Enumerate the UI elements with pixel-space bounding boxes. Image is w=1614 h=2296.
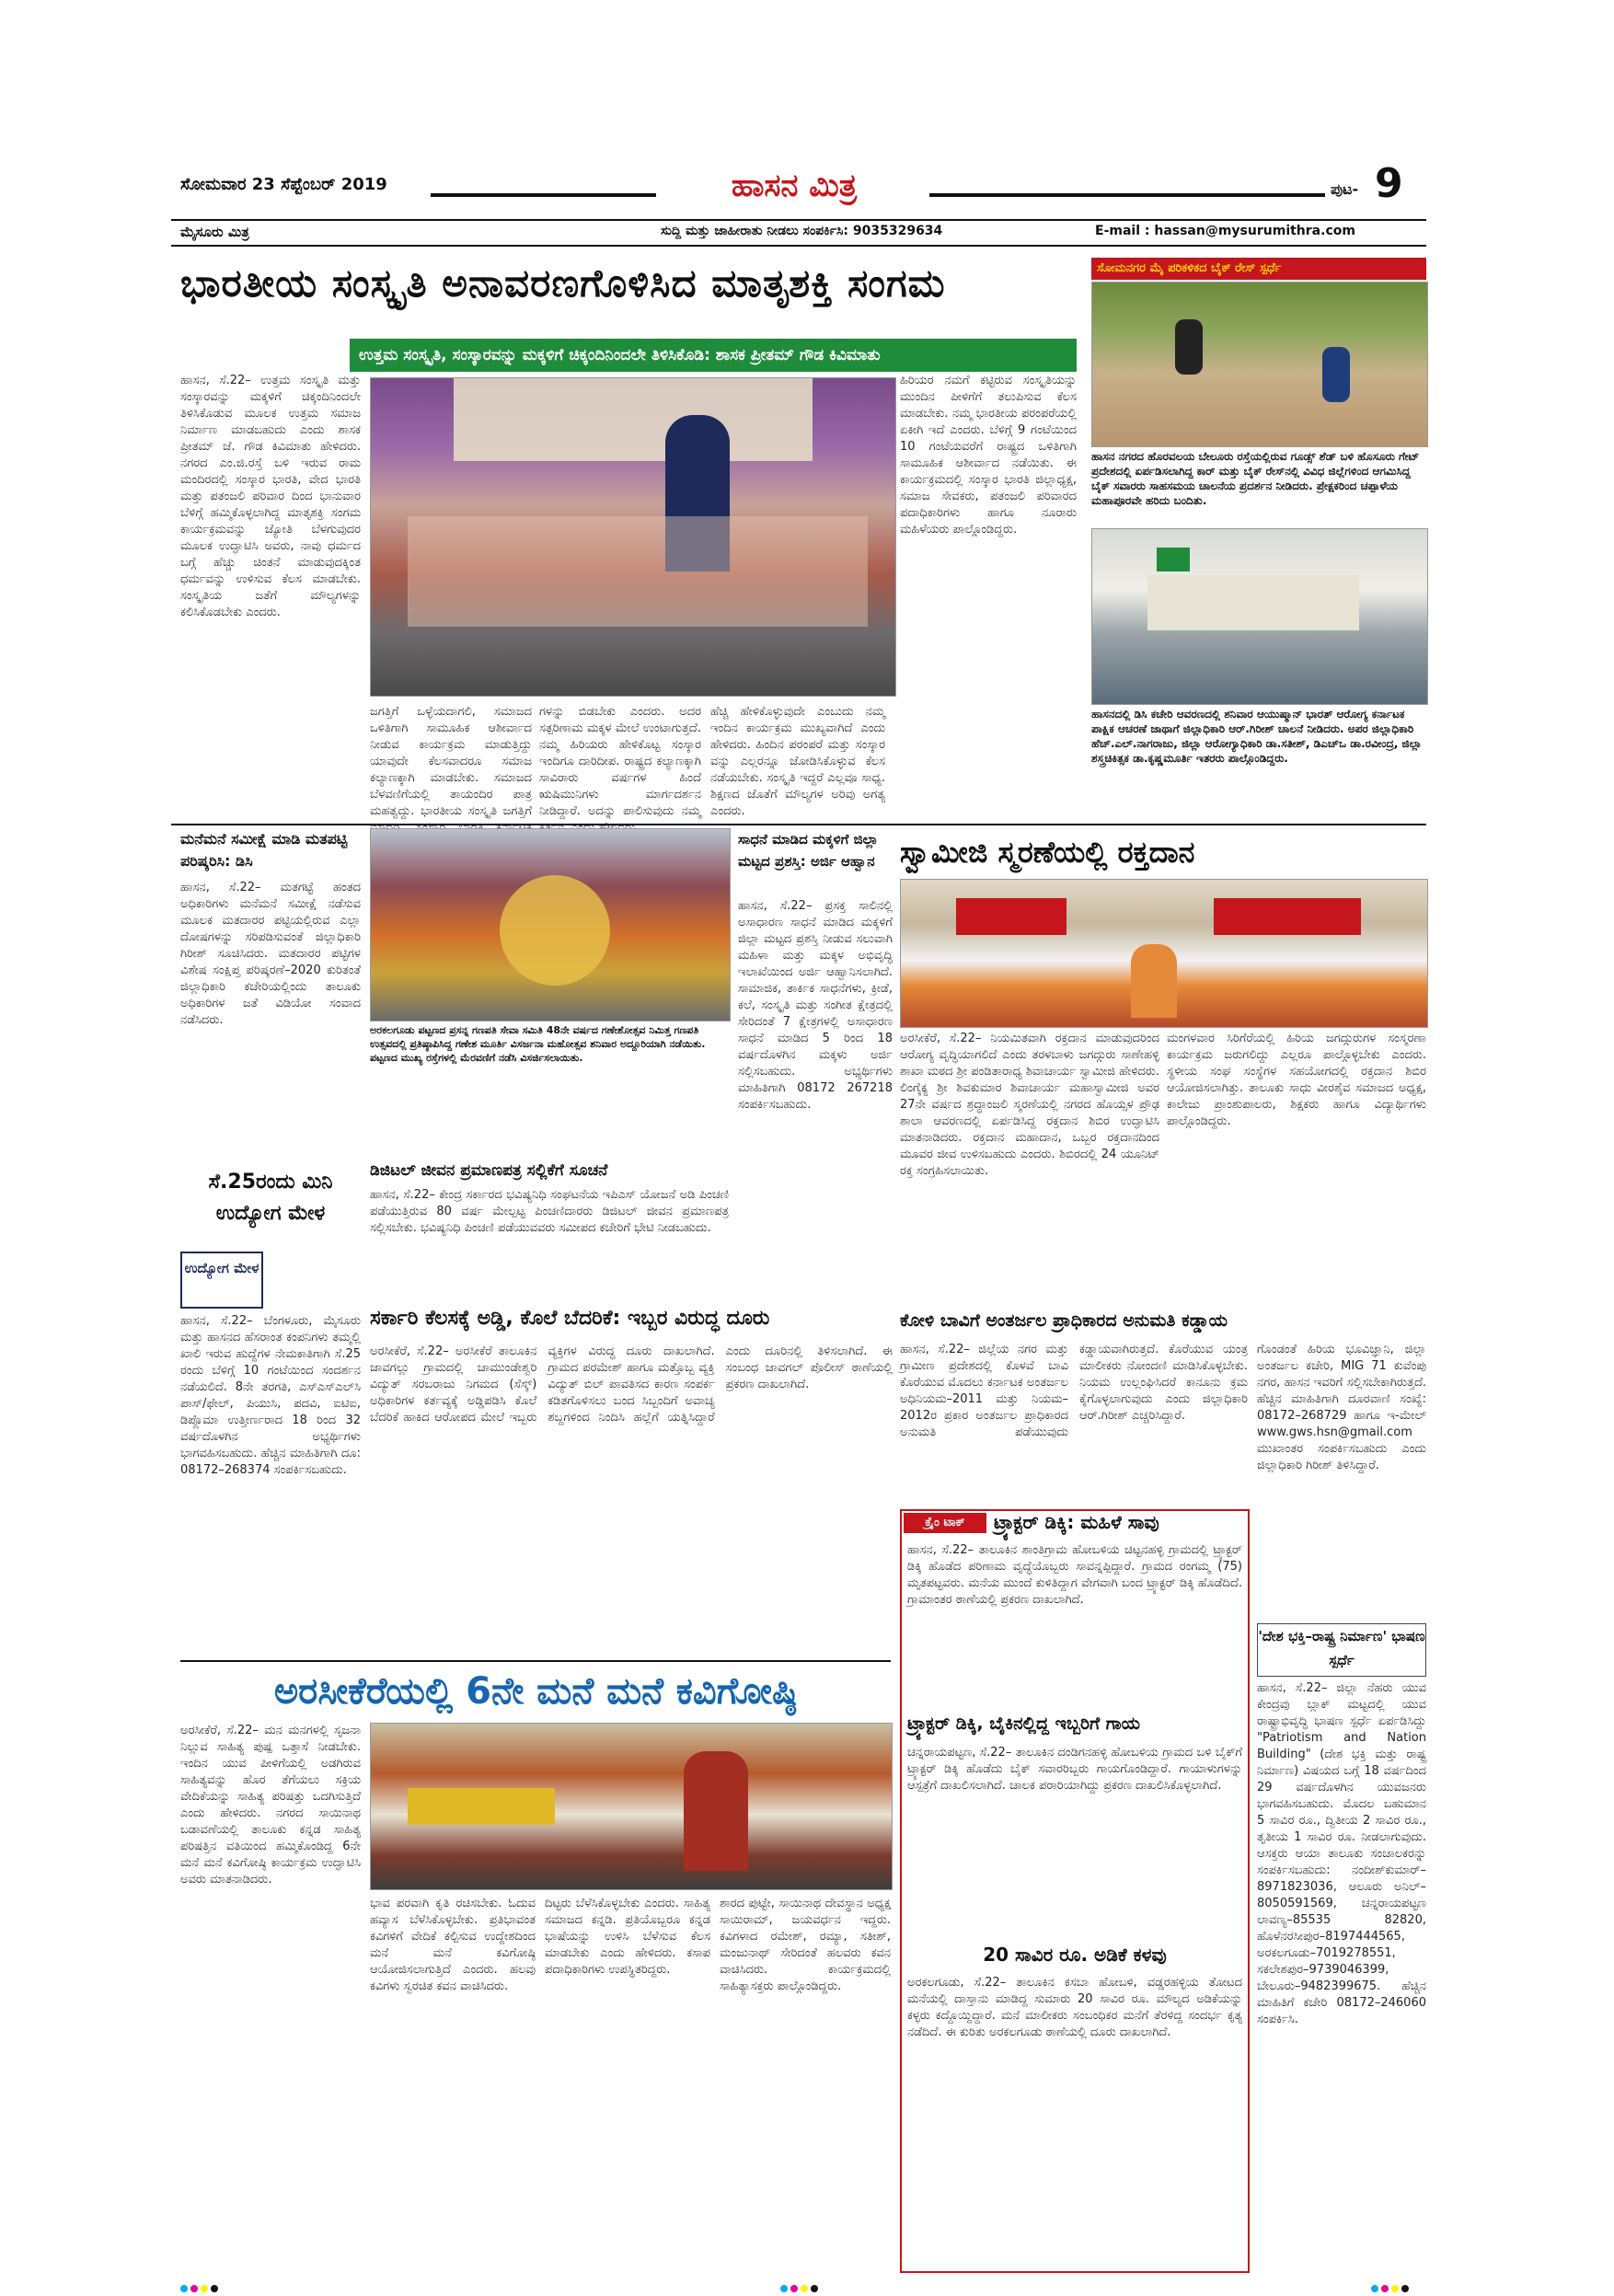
poetry-col-2: ಭಾವ ಪರವಾಗಿ ಕೃತಿ ರಚಿಸಬೇಕು. ಓದುವ ಹವ್ಯಾಸ ಬೆಳೆಸಿಕೊಳ್ಳಬೇಕು. ಪ್ರತಿಭಾವಂತ ಕವಿಗಳಿಗೆ ವೇದಿಕೆ ಕಲ್ಪಿಸುವ ಉದ್ದೇಶದಿಂದ ಮನೆ ಮನೆ ಕವಿಗೋಷ್ಠಿ ಆಯೋಜಿಸಲಾಗುತ್ತಿದೆ ಎಂದರು. ಹಲವು ಕವಿಗಳು ಸ್ವರಚಿತ ಕವನ ವಾಚಿಸಿದರು. [370,1897,536,1993]
ganesh-caption: ಅರಕಲಗೂಡು ಪಟ್ಟಣದ ಪ್ರಸನ್ನ ಗಣಪತಿ ಸೇವಾ ಸಮಿತಿ 48ನೇ ವರ್ಷದ ಗಣೇಶೋತ್ಸವ ನಿಮಿತ್ತ ಗಣಪತಿ ಉತ್ಸವದಲ್ಲಿ ಪ್ರತಿಷ್ಠಾಪಿಸಿದ್ದ ಗಣೇಶ ಮೂರ್ತಿ ವಿಸರ್ಜನಾ ಮಹೋತ್ಸವ ಶನಿವಾರ ಅದ್ದೂರಿಯಾಗಿ ನಡೆಯಿತು. ಪಟ್ಟಣದ ಮುಖ್ಯ ರಸ್ತೆಗಳಲ್ಲಿ ಮೆರವಣಿಗೆ ನಡೆಸಿ ವಿಸರ್ಜಿಸಲಾಯಿತು. [370,1024,706,1064]
crime-headline-1: ಟ್ರ್ಯಾಕ್ಟರ್ ಡಿಕ್ಕಿ: ಮಹಿಳೆ ಸಾವು [994,1511,1159,1533]
page-label: ಪುಟ- [1331,180,1359,198]
lead-photo [370,377,896,697]
job-headline: ಸೆ.25ರಂದು ಮಿನಿ ಉದ್ಯೋಗ ಮೇಳ [208,1171,333,1225]
lead-col-1: ಹಾಸನ, ಸೆ.22– ಉತ್ತಮ ಸಂಸ್ಕೃತಿ ಮತ್ತು ಸಂಸ್ಕಾರವನ್ನು ಮಕ್ಕಳಿಗೆ ಚಿಕ್ಕಂದಿನಿಂದಲೇ ತಿಳಿಸಿಕೊಡುವ ಮೂಲಕ ಉತ್ತಮ ಸಮಾಜ ನಿರ್ಮಾಣ ಮಾಡಬಹುದು ಎಂದು ಶಾಸಕ ಪ್ರೀತಮ್ ಜೆ. ಗೌಡ ಕಿವಿಮಾತು ಹೇಳಿದರು. ನಗರದ ಎಂ.ಜಿ.ರಸ್ತೆ ಬಳಿ ಇರುವ ರಾಮ ಮಂದಿರದಲ್ಲಿ ಸಂಸ್ಕಾರ ಭಾರತಿ, ವೇದ ಭಾರತಿ ಮತ್ತು ಪತಂಜಲಿ ಪರಿವಾರ ದಿಂದ ಭಾನುವಾರ ಬೆಳಿಗ್ಗೆ ಹಮ್ಮಿಕೊಳ್ಳಲಾಗಿದ್ದ ಮಾತೃಶಕ್ತಿ ಸಂಗಮ ಕಾರ್ಯಕ್ರಮವನ್ನು ಜ್ಯೋತಿ ಬೆಳಗುವುದರ ಮೂಲಕ ಉದ್ಘಾಟಿಸಿ ಅವರು, ನಾವು ಧರ್ಮದ ಬಗ್ಗೆ ಹೆಚ್ಚು ಚಿಂತನೆ ಮಾಡುವುದಕ್ಕಿಂತ ಧರ್ಮವನ್ನು ಉಳಿಸುವ ಕೆಲಸ ಮಾಡಬೇಕು. ಸಂಸ್ಕೃತಿಯ ಜತೆಗೆ ಮೌಲ್ಯಗಳನ್ನು ಕಲಿಸಿಕೊಡಬೇಕು ಎಂದರು. [180,374,361,619]
crime-tag: ಕ್ರೈಂ ಟಾಕ್ [904,1513,986,1533]
lead-col-3: ಗಳನ್ನು ಬಿಡಬೇಕು ಎಂದರು. ಅದರ ಸತ್ಪರಿಣಾಮ ಮಕ್ಕಳ ಮೇಲೆ ಉಂಟಾಗುತ್ತದೆ. ನಮ್ಮ ಹಿರಿಯರು ಹೇಳಿಕೊಟ್ಟ ಸಂಸ್ಕಾರ ಇಂದಿಗೂ ದಾರಿದೀಪ. ರಾಷ್ಟ್ರದ ಕಲ್ಯಾಣಕ್ಕಾಗಿ ಸಾವಿರಾರು ವರ್ಷಗಳ ಹಿಂದೆ ಋಷಿಮುನಿಗಳು ಮಾರ್ಗದರ್ಶನ ನೀಡಿದ್ದಾರೆ. ಅದನ್ನು ಪಾಲಿಸುವುದು ನಮ್ಮ [539,705,701,818]
well-body-2: ಗೊಂಡಂತೆ ಹಿರಿಯ ಭೂವಿಜ್ಞಾನಿ, ಜಿಲ್ಲಾ ಅಂತರ್ಜಲ ಕಚೇರಿ, MIG 71 ಕುವೆಂಪು ನಗರ, ಹಾಸನ ಇವರಿಗೆ ಸಲ್ಲಿಸಬೇಕಾಗಿರುತ್ತದೆ. ಹೆಚ್ಚಿನ ಮಾಹಿತಿಗಾಗಿ ದೂರವಾಣಿ ಸಂಖ್ಯೆ: 08172–268729 ಹಾಗೂ ಇ-ಮೇಲ್ www.gws.hsn@gmail.com ಮುಖಾಂತರ ಸಂಪರ್ಕಿಸಬಹುದು ಎಂದು ಜಿಲ್ಲಾಧಿಕಾರಿ ಗಿರೀಶ್ ತಿಳಿಸಿದ್ದಾರೆ. [1257,1343,1426,1472]
door-body: ಹಾಸನ, ಸೆ.22– ಮತಗಟ್ಟೆ ಹಂತದ ಅಧಿಕಾರಿಗಳು ಮನೆಮನೆ ಸಮೀಕ್ಷೆ ನಡೆಸುವ ಮೂಲಕ ಮತದಾರರ ಪಟ್ಟಿಯಲ್ಲಿರುವ ಎಲ್ಲಾ ದೋಷಗಳನ್ನು ಸರಿಪಡಿಸುವಂತೆ ಜಿಲ್ಲಾಧಿಕಾರಿ ಗಿರೀಶ್ ಸೂಚಿಸಿದರು. ಮತದಾರರ ಪಟ್ಟಿಗಳ ವಿಶೇಷ ಸಂಕ್ಷಿಪ್ತ ಪರಿಷ್ಕರಣೆ–2020 ಕುರಿತಂತೆ ಜಿಲ್ಲಾಧಿಕಾರಿ ಕಚೇರಿಯಲ್ಲಿಂದು ತಾಲೂಕು ಅಧಿಕಾರಿಗಳ ಜತೆ ವಿಡಿಯೋ ಸಂವಾದ ನಡೆಸಿದರು. [180,881,361,1027]
poetry-col-4: ಶಾರದ ಪುಟ್ಟೇ, ಸಾಯಿನಾಥ ದೇವಸ್ಥಾನ ಅಧ್ಯಕ್ಷ ಸಾಯಿರಾಮ್, ಜಯವರ್ಧನ ಇದ್ದರು. ಕವಿಗಳಾದ ರಮೇಶ್, ರಮ್ಯಾ, ಸತೀಶ್, ಮಂಜುನಾಥ್ ಸೇರಿದಂತೆ ಹಲವರು ಕವನ ವಾಚಿಸಿದರು. ಕಾರ್ಯಕ್ರಮದಲ್ಲಿ ಸಾಹಿತ್ಯಾಸಕ್ತರು ಪಾಲ್ಗೊಂಡಿದ್ದರು. [720,1897,891,1993]
competition-headline: ಸಾಧನೆ ಮಾಡಿದ ಮಕ್ಕಳಿಗೆ ಜಿಲ್ಲಾ ಮಟ್ಟದ ಪ್ರಶಸ್ತಿ: ಅರ್ಜಿ ಆಹ್ವಾನ [738,831,879,870]
poetry-photo [370,1723,893,1890]
job-body: ಹಾಸನ, ಸೆ.22– ಬೆಂಗಳೂರು, ಮೈಸೂರು ಮತ್ತು ಹಾಸನದ ಹೆಸರಾಂತ ಕಂಪನಿಗಳು ತಮ್ಮಲ್ಲಿ ಖಾಲಿ ಇರುವ ಹುದ್ದೆಗಳ ನೇಮಕಾತಿಗಾಗಿ ಸೆ.25 ರಂದು ಬೆಳಿಗ್ಗೆ 10 ಗಂಟೆಯಿಂದ ಸಂದರ್ಶನ ನಡೆಯಲಿದೆ. 8ನೇ ತರಗತಿ, ಎಸ್ಎಸ್ಎಲ್‌ಸಿ ಪಾಸ್/ಫೇಲ್, ಪಿಯುಸಿ, ಪದವಿ, ಐಟಿಐ, ಡಿಪ್ಲೊಮಾ ಉತ್ತೀರ್ಣರಾದ 18 ರಿಂದ 32 ವರ್ಷದೊಳಗಿನ ಅಭ್ಯರ್ಥಿಗಳು ಭಾಗವಹಿಸಬಹುದು. ಹೆಚ್ಚಿನ ಮಾಹಿತಿಗಾಗಿ ದೂ: 08172–268374 ಸಂಪರ್ಕಿಸಬಹುದು. [180,1314,361,1477]
lead-headline: ಭಾರತೀಯ ಸಂಸ್ಕೃತಿ ಅನಾವರಣಗೊಳಿಸಿದ ಮಾತೃಶಕ್ತಿ ಸಂಗಮ [180,260,946,306]
job-badge: ಉದ್ಯೋಗ ಮೇಳ [180,1252,263,1309]
page-number: 9 [1375,160,1403,207]
crime-headline-3: 20 ಸಾವಿರ ರೂ. ಅಡಿಕೆ ಕಳವು [983,1944,1167,1966]
lead-subhead: ಉತ್ತಮ ಸಂಸ್ಕೃತಿ, ಸಂಸ್ಕಾರವನ್ನು ಮಕ್ಕಳಿಗೆ ಚಿಕ್ಕಂದಿನಿಂದಲೇ ತಿಳಿಸಿಕೊಡಿ: ಶಾಸಕ ಪ್ರೀತಮ್ ಗೌಡ ಕಿವಿಮಾತು [350,339,1077,372]
health-rally-caption: ಹಾಸನದಲ್ಲಿ ಡಿಸಿ ಕಚೇರಿ ಆವರಣದಲ್ಲಿ ಶನಿವಾರ ಆಯುಷ್ಮಾನ್ ಭಾರತ್ ಆರೋಗ್ಯ ಕರ್ನಾಟಕ ಪಾಕ್ಷಿಕ ಆಚರಣೆ ಜಾಥಾಗೆ ಜಿಲ್ಲಾಧಿಕಾರಿ ಆರ್.ಗಿರೀಶ್ ಚಾಲನೆ ನೀಡಿದರು. ಅಪರ ಜಿಲ್ಲಾಧಿಕಾರಿ ಹೆಚ್.ಎಲ್.ನಾಗರಾಜು, ಜಿಲ್ಲಾ ಆರೋಗ್ಯಾಧಿಕಾರಿ ಡಾ.ಸತೀಶ್, ಡಿಎಚ್‌ಒ ಡಾ.ರವೀಂದ್ರ, ಜಿಲ್ಲಾ ಶಸ್ತ್ರಚಿಕಿತ್ಸಕ ಡಾ.ಕೃಷ್ಣಮೂರ್ತಿ ಇತರರು ಪಾಲ್ಗೊಂಡಿದ್ದರು. [1091,708,1423,765]
registration-marks-left [180,2279,221,2296]
bikerace-tag: ಸೋಮನಗರ ಮೈ ಪರಿಕಳಿಕದ ಬೈಕ್ ರೇಸ್ ಸ್ಪರ್ಧೆ [1091,258,1426,280]
registration-marks-right [1371,2279,1412,2296]
blood-photo [900,879,1428,1028]
crime-body-1: ಹಾಸನ, ಸೆ.22– ತಾಲೂಕಿನ ಶಾಂತಿಗ್ರಾಮ ಹೋಬಳಿಯ ಚಿಟ್ಟನಹಳ್ಳಿ ಗ್ರಾಮದಲ್ಲಿ ಟ್ರ್ಯಾಕ್ಟರ್ ಡಿಕ್ಕಿ ಹೊಡೆದ ಪರಿಣಾಮ ವೃದ್ಧೆಯೊಬ್ಬರು ಸಾವನ್ನಪ್ಪಿದ್ದಾರೆ. ಗ್ರಾಮದ ರಂಗಮ್ಮ (75) ಮೃತಪಟ್ಟವರು. ಮನೆಯ ಮುಂದೆ ಕುಳಿತಿದ್ದಾಗ ವೇಗವಾಗಿ ಬಂದ ಟ್ರ್ಯಾಕ್ಟರ್ ಡಿಕ್ಕಿ ಹೊಡೆದಿದೆ. ಗ್ರಾಮಾಂತರ ಠಾಣೆಯಲ್ಲಿ ಪ್ರಕರಣ ದಾಖಲಾಗಿದೆ. [907,1543,1242,1607]
registration-marks-center [780,2279,821,2296]
poetry-col-3: ದಿಟ್ಟರು ಬೆಳೆಸಿಕೊಳ್ಳಬೇಕು ಎಂದರು. ಸಾಹಿತ್ಯ ಸಮಾಜದ ಕನ್ನಡಿ. ಪ್ರತಿಯೊಬ್ಬರೂ ಕನ್ನಡ ಭಾಷೆಯನ್ನು ಉಳಿಸಿ ಬೆಳೆಸುವ ಕೆಲಸ ಮಾಡಬೇಕು ಎಂದು ಹೇಳಿದರು. ಕಸಾಪ ಪದಾಧಿಕಾರಿಗಳು ಉಪಸ್ಥಿತರಿದ್ದರು. [545,1897,710,1977]
lead-col-2: ಜಗತ್ತಿಗೆ ಒಳ್ಳೆಯದಾಗಲಿ, ಸಮಾಜದ ಒಳಿತಿಗಾಗಿ ಸಾಮೂಹಿಕ ಆಶೀರ್ವಾದ ನೀಡುವ ಕಾರ್ಯಕ್ರಮ ಮಾಡುತ್ತಿದ್ದು ಯಾವುದೇ ಕೆಲಸವಾದರೂ ಸಮಾಜ ಕಲ್ಯಾಣಕ್ಕಾಗಿ ಮಾಡಬೇಕು. ಸಮಾಜದ ಬೆಳವಣಿಗೆಯಲ್ಲಿ ತಾಯಂದಿರ ಪಾತ್ರ ಮಹತ್ವದ್ದು. ಭಾರತೀಯ ಸಂಸ್ಕೃತಿ ಜಗತ್ತಿಗೆ [370,705,532,818]
issue-date: ಸೋಮವಾರ 23 ಸೆಪ್ಟೆಂಬರ್ 2019 [180,175,387,194]
blood-body: ಅರಸೀಕೆರೆ, ಸೆ.22– ನಿಯಮಿತವಾಗಿ ರಕ್ತದಾನ ಮಾಡುವುದರಿಂದ ಆರೋಗ್ಯ ವೃದ್ಧಿಯಾಗಲಿದೆ ಎಂದು ತರಳಬಾಳು ಜಗದ್ಗುರು ಸಾಣೇಹಳ್ಳಿ ಶಾಖಾ ಮಠದ ಶ್ರೀ ಪಂಡಿತಾರಾಧ್ಯ ಶಿವಾಚಾರ್ಯ ಸ್ವಾಮೀಜಿ ಹೇಳಿದರು. ಲಿಂಗೈಕ್ಯ ಶ್ರೀ ಶಿವಕುಮಾರ ಶಿವಾಚಾರ್ಯ ಮಹಾಸ್ವಾಮೀಜಿ ಅವರ 27ನೇ ವರ್ಷದ ಶ್ರದ್ಧಾಂಜಲಿ ಸ್ಮರಣೆಯಲ್ಲಿ ನಗರದ ಹೊಯ್ಸಳ ಪ್ರೌಢ ಶಾಲಾ ಆವರಣದಲ್ಲಿ ಏರ್ಪಡಿಸಿದ್ದ ರಕ್ತದಾನ ಶಿಬಿರ ಉದ್ಘಾಟಿಸಿ ಮಾತನಾಡಿದರು. ರಕ್ತದಾನ ಮಹಾದಾನ, ಒಬ್ಬರ ರಕ್ತದಾನದಿಂದ ಮೂವರ ಜೀವ ಉಳಿಸಬಹುದು ಎಂದರು. ಶಿಬಿರದಲ್ಲಿ 24 ಯೂನಿಟ್ ರಕ್ತ ಸಂಗ್ರಹಿಸಲಾಯಿತು. [900,1032,1159,1178]
brand-tag: ಮೈಸೂರು ಮಿತ್ರ [180,224,249,240]
crime-body-2: ಚನ್ನರಾಯಪಟ್ಟಣ, ಸೆ.22– ತಾಲೂಕಿನ ದಂಡಿಗನಹಳ್ಳಿ ಹೋಬಳಿಯ ಗ್ರಾಮದ ಬಳಿ ಬೈಕ್‌ಗೆ ಟ್ರ್ಯಾಕ್ಟರ್ ಡಿಕ್ಕಿ ಹೊಡೆದು ಬೈಕ್ ಸವಾರರಿಬ್ಬರು ಗಾಯಗೊಂಡಿದ್ದಾರೆ. ಗಾಯಾಳುಗಳನ್ನು ಆಸ್ಪತ್ರೆಗೆ ದಾಖಲಿಸಲಾಗಿದೆ. ಚಾಲಕ ಪರಾರಿಯಾಗಿದ್ದು ಪ್ರಕರಣ ದಾಖಲಿಸಿಕೊಳ್ಳಲಾಗಿದೆ. [907,1746,1242,1793]
email-line: E-mail : hassan@mysurumithra.com [1095,224,1355,238]
well-body: ಹಾಸನ, ಸೆ.22– ಜಿಲ್ಲೆಯ ನಗರ ಮತ್ತು ಗ್ರಾಮೀಣ ಪ್ರದೇಶದಲ್ಲಿ ಕೊಳವೆ ಬಾವಿ ಕೊರೆಯುವ ಮೊದಲು ಕರ್ನಾಟಕ ಅಂತರ್ಜಲ ಅಧಿನಿಯಮ–2011 ಮತ್ತು ನಿಯಮ–2012ರ ಪ್ರಕಾರ ಅಂತರ್ಜಲ ಪ್ರಾಧಿಕಾರದ ಅನುಮತಿ ಪಡೆಯುವುದು ಕಡ್ಡಾಯವಾಗಿರುತ್ತದೆ. ಕೊರೆಯುವ ಯಂತ್ರ ಮಾಲೀಕರು ನೋಂದಣಿ ಮಾಡಿಸಿಕೊಳ್ಳಬೇಕು. ನಿಯಮ ಉಲ್ಲಂಘಿಸಿದರೆ ಕಾನೂನು ಕ್ರಮ ಕೈಗೊಳ್ಳಲಾಗುವುದು ಎಂದು ಜಿಲ್ಲಾಧಿಕಾರಿ ಆರ್.ಗಿರೀಶ್ ಎಚ್ಚರಿಸಿದ್ದಾರೆ. [900,1343,1248,1439]
blood-body-2: ಮಂಗಳವಾರ ಸಿರಿಗೆರೆಯಲ್ಲಿ ಹಿರಿಯ ಜಗದ್ಗುರುಗಳ ಸಂಸ್ಮರಣಾ ಕಾರ್ಯಕ್ರಮ ಜರುಗಲಿದ್ದು ಎಲ್ಲರೂ ಪಾಲ್ಗೊಳ್ಳಬೇಕು ಎಂದರು. ಸ್ಥಳೀಯ ಸಂಘ ಸಂಸ್ಥೆಗಳ ಸಹಯೋಗದಲ್ಲಿ ರಕ್ತದಾನ ಶಿಬಿರ ಆಯೋಜಿಸಲಾಗಿತ್ತು. ತಾಲೂಕು ಸಾಧು ವೀರಶೈವ ಸಮಾಜದ ಅಧ್ಯಕ್ಷ, ಕಾಲೇಜು ಪ್ರಾಂಶುಪಾಲರು, ಶಿಕ್ಷಕರು ಹಾಗೂ ವಿದ್ಯಾರ್ಥಿಗಳು ಪಾಲ್ಗೊಂಡಿದ್ದರು. [1167,1032,1426,1128]
ganesh-photo [370,828,731,1021]
govt-headline: ಸರ್ಕಾರಿ ಕೆಲಸಕ್ಕೆ ಅಡ್ಡಿ, ಕೊಲೆ ಬೆದರಿಕೆ: ಇಬ್ಬರ ವಿರುದ್ಧ ದೂರು [370,1307,770,1330]
bikerace-photo [1091,282,1428,447]
well-headline: ಕೋಳಿ ಬಾವಿಗೆ ಅಂತರ್ಜಲ ಪ್ರಾಧಿಕಾರದ ಅನುಮತಿ ಕಡ್ಡಾಯ [900,1310,1228,1331]
crime-body-3: ಅರಕಲಗೂಡು, ಸೆ.22– ತಾಲೂಕಿನ ಕಸಬಾ ಹೋಬಳಿ, ವಡ್ಡರಹಳ್ಳಿಯ ತೋಟದ ಮನೆಯಲ್ಲಿ ದಾಸ್ತಾನು ಮಾಡಿದ್ದ ಸುಮಾರು 20 ಸಾವಿರ ರೂ. ಮೌಲ್ಯದ ಅಡಿಕೆಯನ್ನು ಕಳ್ಳರು ಕದ್ದೊಯ್ದಿದ್ದಾರೆ. ಮನೆ ಮಾಲೀಕರು ಸಂಬಂಧಿಕರ ಮನೆಗೆ ತೆರಳಿದ್ದ ಸಂದರ್ಭ ಕೃತ್ಯ ನಡೆದಿದೆ. ಈ ಕುರಿತು ಅರಕಲಗೂಡು ಠಾಣೆಯಲ್ಲಿ ದೂರು ದಾಖಲಾಗಿದೆ. [907,1976,1242,2039]
digital-body: ಹಾಸನ, ಸೆ.22– ಕೇಂದ್ರ ಸರ್ಕಾರದ ಭವಿಷ್ಯನಿಧಿ ಸಂಘಟನೆಯ ಇಪಿಎಸ್ ಯೋಜನೆ ಅಡಿ ಪಿಂಚಣಿ ಪಡೆಯುತ್ತಿರುವ 80 ವರ್ಷ ಮೇಲ್ಪಟ್ಟ ಪಿಂಚಣಿದಾರರು ಡಿಜಿಟಲ್ ಜೀವನ ಪ್ರಮಾಣಪತ್ರ ಸಲ್ಲಿಸಬೇಕು. ಭವಿಷ್ಯನಿಧಿ ಪಿಂಚಣಿ ಪಡೆಯುವವರು ಸಮೀಪದ ಕಚೇರಿಗೆ ಭೇಟಿ ನೀಡಬಹುದು. [370,1188,729,1235]
poetry-col-1: ಅರಸೀಕೆರೆ, ಸೆ.22– ಮನ ಮನಗಳಲ್ಲಿ ಸೃಜನಾ ನಿಲ್ಲುವ ಸಾಹಿತ್ಯ ಪುಷ್ಪ ಒತ್ತಾಸೆ ನೀಡಬೇಕು. ಇಂದಿನ ಯುವ ಪೀಳಿಗೆಯಲ್ಲಿ ಅಡಗಿರುವ ಸಾಹಿತ್ಯವನ್ನು ಹೊರ ತೆಗೆಯಲು ಸಕ್ರಿಯ ವೇದಿಕೆಯನ್ನು ಸಾಹಿತ್ಯ ಪರಿಷತ್ತು ಒದಗಿಸುತ್ತಿದೆ ಎಂದು ಹೇಳಿದರು. ನಗರದ ಸಾಯಿನಾಥ ಬಡಾವಣೆಯಲ್ಲಿ ತಾಲೂಕು ಕನ್ನಡ ಸಾಹಿತ್ಯ ಪರಿಷತ್ತಿನ ವತಿಯಿಂದ ಹಮ್ಮಿಕೊಂಡಿದ್ದ 6ನೇ ಮನೆ ಮನೆ ಕವಿಗೋಷ್ಠಿ ಕಾರ್ಯಕ್ರಮ ಉದ್ಘಾಟಿಸಿ ಅವರು ಮಾತನಾಡಿದರು. [180,1724,361,1886]
contact-line: ಸುದ್ದಿ ಮತ್ತು ಜಾಹೀರಾತು ನೀಡಲು ಸಂಪರ್ಕಿಸಿ: 9035329634 [661,224,943,238]
competition-body: ಹಾಸನ, ಸೆ.22– ಪ್ರಸಕ್ತ ಸಾಲಿನಲ್ಲಿ ಅಸಾಧಾರಣ ಸಾಧನೆ ಮಾಡಿದ ಮಕ್ಕಳಿಗೆ ಜಿಲ್ಲಾ ಮಟ್ಟದ ಪ್ರಶಸ್ತಿ ನೀಡುವ ಸಲುವಾಗಿ ಮಹಿಳಾ ಮತ್ತು ಮಕ್ಕಳ ಅಭಿವೃದ್ಧಿ ಇಲಾಖೆಯಿಂದ ಅರ್ಜಿ ಆಹ್ವಾನಿಸಲಾಗಿದೆ. ಸಾಮಾಜಿಕ, ತಾರ್ಕಿಕ ಸಾಧನೆಗಳು, ಕ್ರೀಡೆ, ಕಲೆ, ಸಂಸ್ಕೃತಿ ಮತ್ತು ಸಂಗೀತ ಕ್ಷೇತ್ರದಲ್ಲಿ ಸೇರಿದಂತೆ 7 ಕ್ಷೇತ್ರಗಳಲ್ಲಿ ಅಸಾಧಾರಣ ಸಾಧನೆ ಮಾಡಿದ 5 ರಿಂದ 18 ವರ್ಷದೊಳಗಿನ ಮಕ್ಕಳು ಅರ್ಜಿ ಸಲ್ಲಿಸಬಹುದು. ಅಭ್ಯರ್ಥಿಗಳು ಮಾಹಿತಿಗಾಗಿ 08172 267218 ಸಂಪರ್ಕಿಸಬಹುದು. [738,899,893,1112]
crime-headline-2: ಟ್ರ್ಯಾಕ್ಟರ್ ಡಿಕ್ಕಿ, ಬೈಕಿನಲ್ಲಿದ್ದ ಇಬ್ಬರಿಗೆ ಗಾಯ [907,1713,1141,1734]
speech-body: ಹಾಸನ, ಸೆ.22– ಜಿಲ್ಲಾ ನೆಹರು ಯುವ ಕೇಂದ್ರವು ಬ್ಲಾಕ್ ಮಟ್ಟದಲ್ಲಿ ಯುವ ರಾಷ್ಟ್ರಾಭಿವೃದ್ಧಿ ಭಾಷಣ ಸ್ಪರ್ಧೆ ಏರ್ಪಡಿಸಿದ್ದು "Patriotism and Nation Building" (ದೇಶ ಭಕ್ತಿ ಮತ್ತು ರಾಷ್ಟ್ರ ನಿರ್ಮಾಣ) ವಿಷಯದ ಬಗ್ಗೆ 18 ವರ್ಷದಿಂದ 29 ವರ್ಷದೊಳಗಿನ ಯುವಜನರು ಭಾಗವಹಿಸಬಹುದು. ಮೊದಲ ಬಹುಮಾನ 5 ಸಾವಿರ ರೂ., ದ್ವಿತೀಯ 2 ಸಾವಿರ ರೂ., ತೃತೀಯ 1 ಸಾವಿರ ರೂ. ನೀಡಲಾಗುವುದು. ಆಸಕ್ತರು ಆಯಾ ತಾಲೂಕು ಸಂಚಾಲಕರನ್ನು ಸಂಪರ್ಕಿಸಬಹುದು: ನಂದೀಶ್‌ಕುಮಾರ್–8971823036, ಆಲೂರು ಅನಿಲ್–8050591569, ಚನ್ನರಾಯಪಟ್ಟಣ ಲಾವಣ್ಯ–85535 82820, ಹೊಳೆನರಸೀಪುರ–8197444565, ಅರಕಲಗೂಡು–7019278551, ಸಕಲೇಶಪುರ–9739046399, ಬೇಲೂರು–9482399675. ಹೆಚ್ಚಿನ ಮಾಹಿತಿಗೆ ಕಚೇರಿ 08172–246060 ಸಂಪರ್ಕಿಸಿ. [1257,1681,1426,2026]
bikerace-caption: ಹಾಸನ ನಗರದ ಹೊರವಲಯ ಬೇಲೂರು ರಸ್ತೆಯಲ್ಲಿರುವ ಗೂಡ್ಸ್ ಶೆಡ್ ಬಳಿ ಹೊಸೂರು ಗೇಟ್ ಪ್ರದೇಶದಲ್ಲಿ ಏರ್ಪಡಿಸಲಾಗಿದ್ದ ಕಾರ್ ಮತ್ತು ಬೈಕ್ ರೇಸ್‌ನಲ್ಲಿ ವಿವಿಧ ಜಿಲ್ಲೆಗಳಿಂದ ಆಗಮಿಸಿದ್ದ ಬೈಕ್ ಸವಾರರು ಸಾಹಸಮಯ ಚಾಲನೆಯ ಪ್ರದರ್ಶನ ನೀಡಿದರು. ಪ್ರೇಕ್ಷಕರಿಂದ ಚಪ್ಪಾಳೆಯ ಮಹಾಪೂರವೇ ಹರಿದು ಬಂದಿತು. [1091,450,1420,507]
govt-body: ಅರಸೀಕೆರೆ, ಸೆ.22– ಅರಸೀಕೆರೆ ತಾಲೂಕಿನ ಜಾವಗಲ್ಲು ಗ್ರಾಮದಲ್ಲಿ ಚಾಮುಂಡೇಶ್ವರಿ ವಿದ್ಯುತ್ ಸರಬರಾಜು ನಿಗಮದ (ಸೆಸ್ಕ್) ಅಧಿಕಾರಿಗಳ ಕರ್ತವ್ಯಕ್ಕೆ ಅಡ್ಡಿಪಡಿಸಿ ಕೊಲೆ ಬೆದರಿಕೆ ಹಾಕಿದ ಆರೋಪದ ಮೇಲೆ ಇಬ್ಬರು ವ್ಯಕ್ತಿಗಳ ವಿರುದ್ಧ ದೂರು ದಾಖಲಾಗಿದೆ. ಗ್ರಾಮದ ಪರಮೇಶ್ ಹಾಗೂ ಮತ್ತೊಬ್ಬ ವ್ಯಕ್ತಿ ವಿದ್ಯುತ್ ಬಿಲ್ ಪಾವತಿಸದ ಕಾರಣ ಸಂಪರ್ಕ ಕಡಿತಗೊಳಿಸಲು ಬಂದ ಸಿಬ್ಬಂದಿಗೆ ಅವಾಚ್ಯ ಶಬ್ದಗಳಿಂದ ನಿಂದಿಸಿ ಹಲ್ಲೆಗೆ ಯತ್ನಿಸಿದ್ದಾರೆ ಎಂದು ದೂರಿನಲ್ಲಿ ತಿಳಿಸಲಾಗಿದೆ. ಈ ಸಂಬಂಧ ಜಾವಗಲ್ ಪೊಲೀಸ್ ಠಾಣೆಯಲ್ಲಿ ಪ್ರಕರಣ ದಾಖಲಾಗಿದೆ. [370,1344,893,1425]
poetry-headline: ಅರಸೀಕೆರೆಯಲ್ಲಿ 6ನೇ ಮನೆ ಮನೆ ಕವಿಗೋಷ್ಠಿ [273,1670,798,1713]
speech-headline: 'ದೇಶ ಭಕ್ತಿ–ರಾಷ್ಟ್ರ ನಿರ್ಮಾಣ' ಭಾಷಣ ಸ್ಪರ್ಧೆ [1257,1623,1426,1677]
health-rally-photo [1091,528,1428,705]
lead-col-4: ಹೆಚ್ಚಿ ಹೇಳಿಕೊಳ್ಳುವುದೇ ಎಂಬುದು ನಮ್ಮ ಇಂದಿನ ಕಾರ್ಯಕ್ರಮ ಮುಖ್ಯವಾಗಿದೆ ಎಂದು ಹೇಳಿದರು. ಹಿಂದಿನ ಪರಂಪರೆ ಮತ್ತು ಸಂಸ್ಕಾರ ವನ್ನು ಎಲ್ಲರನ್ನೂ ಜೋಡಿಸಿಕೊಳ್ಳುವ ಕೆಲಸ ನಡೆಯಬೇಕು. ಸಂಸ್ಕೃತಿ ಇದ್ದರೆ ಎಲ್ಲವೂ ಸಾಧ್ಯ. ಶಿಕ್ಷಣದ ಜೊತೆಗೆ ಮೌಲ್ಯಗಳ ಅರಿವು ಅಗತ್ಯ ಎಂದರು. [710,705,885,818]
door-headline: ಮನೆಮನೆ ಸಮೀಕ್ಷೆ ಮಾಡಿ ಮತಪಟ್ಟಿ ಪರಿಷ್ಕರಿಸಿ: ಡಿಸಿ [180,830,348,870]
digital-headline: ಡಿಜಿಟಲ್ ಜೀವನ ಪ್ರಮಾಣಪತ್ರ ಸಲ್ಲಿಕೆಗೆ ಸೂಚನೆ [370,1161,608,1180]
blood-headline: ಸ್ವಾಮೀಜಿ ಸ್ಮರಣೆಯಲ್ಲಿ ರಕ್ತದಾನ [900,835,1195,870]
newspaper-title: ಹಾಸನ ಮಿತ್ರ [731,167,858,204]
lead-col-5: ಹಿರಿಯರ ನಮಗೆ ಕಟ್ಟಿರುವ ಸಂಸ್ಕೃತಿಯನ್ನು ಮುಂದಿನ ಪೀಳಿಗೆಗೆ ತಲುಪಿಸುವ ಕೆಲಸ ಮಾಡಬೇಕು. ನಮ್ಮ ಭಾರತೀಯ ಪರಂಪರೆಯಲ್ಲಿ ಏಕೀಗಿ ಇದೆ ಎಂದರು. ಬೆಳಿಗ್ಗೆ 9 ಗಂಟೆಯಿಂದ 10 ಗಂಟೆಯವರೆಗೆ ರಾಷ್ಟ್ರದ ಒಳಿತಿಗಾಗಿ ಸಾಮೂಹಿಕ ಆಶೀರ್ವಾದ ನಡೆಯಿತು. ಈ ಕಾರ್ಯಕ್ರಮದಲ್ಲಿ ಸಂಸ್ಕಾರ ಭಾರತಿ ಜಿಲ್ಲಾಧ್ಯಕ್ಷ, ಸಮಾಜ ಸೇವಕರು, ಪತಂಜಲಿ ಪರಿವಾರದ ಪದಾಧಿಕಾರಿಗಳು ಹಾಗೂ ನೂರಾರು ಮಹಿಳೆಯರು ಪಾಲ್ಗೊಂಡಿದ್ದರು. [900,374,1077,537]
